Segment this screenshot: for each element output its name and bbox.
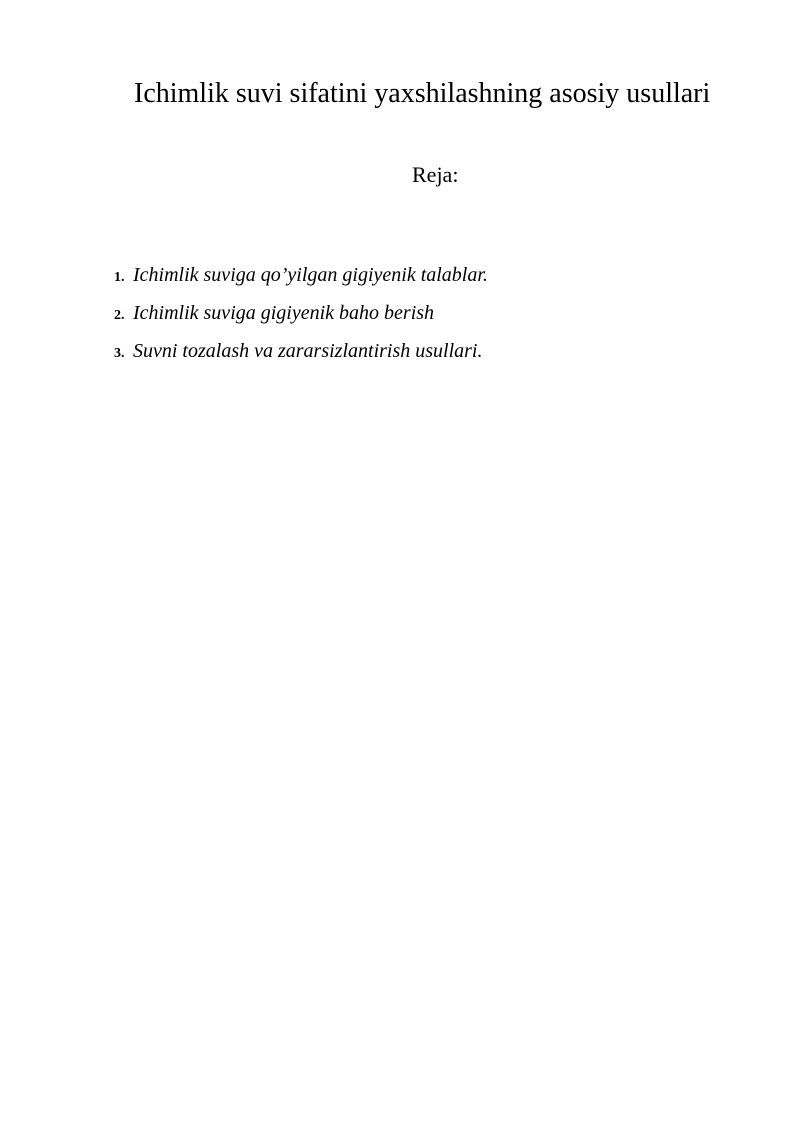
plan-item-text: Ichimlik suviga gigiyenik baho berish [133, 302, 435, 324]
plan-item-text: Ichimlik suviga qo’yilgan gigiyenik talablar. [133, 264, 488, 286]
plan-item-text: Suvni tozalash va zararsizlantirish usullari. [133, 340, 483, 362]
plan-item-number: 1. [114, 270, 125, 285]
plan-item-number: 3. [114, 346, 125, 361]
plan-list [114, 264, 488, 378]
plan-item-2 [114, 302, 488, 340]
plan-item-3 [114, 340, 488, 378]
plan-item-1 [114, 264, 488, 302]
plan-item-number: 2. [114, 308, 125, 323]
document-title: Ichimlik suvi sifatini yaxshilashning asosiy usullari [134, 78, 711, 109]
plan-heading: Reja: [412, 162, 459, 187]
